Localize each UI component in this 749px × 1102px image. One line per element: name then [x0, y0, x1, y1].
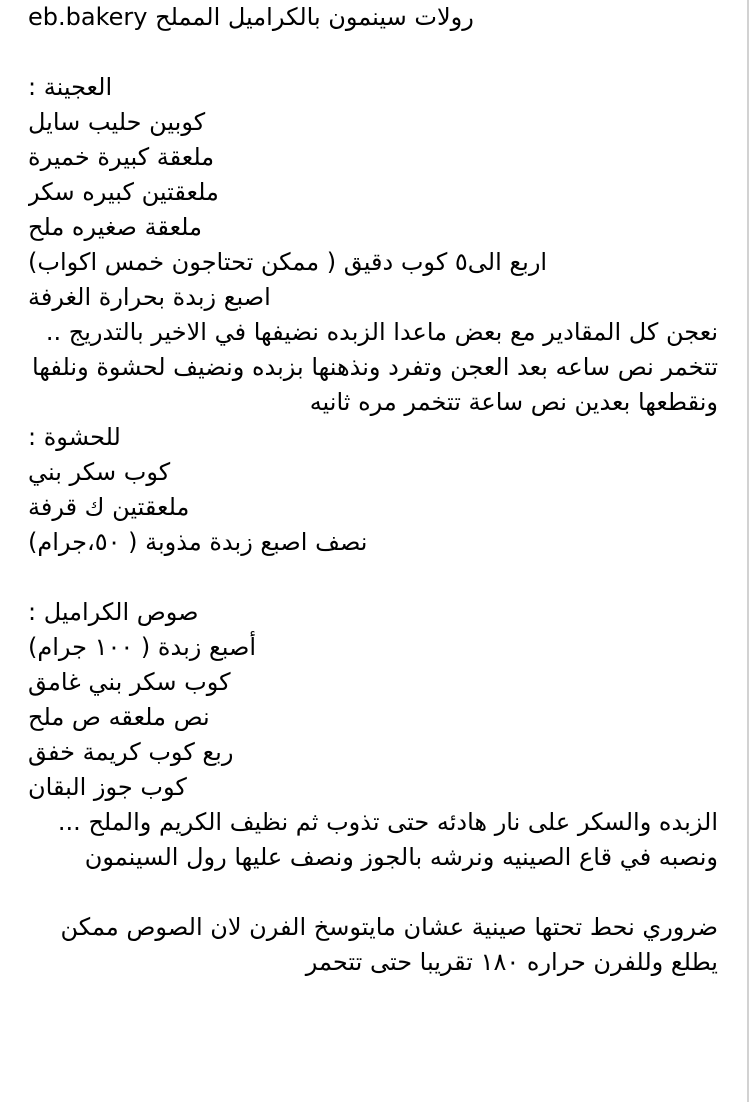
- caramel-heading: صوص الكراميل :: [28, 598, 199, 626]
- filling-item: ملعقتين ك قرفة: [28, 493, 190, 521]
- recipe-document: [28, 0, 718, 1102]
- dough-item: اصبع زبدة بحرارة الغرفة: [28, 283, 271, 311]
- caramel-item: كوب جوز البقان: [28, 773, 187, 801]
- recipe-title: رولات سينمون بالكراميل المملح eb.bakery: [28, 3, 474, 31]
- spacer: [28, 875, 718, 910]
- filling-heading: للحشوة :: [28, 423, 121, 451]
- dough-item: ملعقتين كبيره سكر: [28, 178, 219, 206]
- caramel-item: ربع كوب كريمة خفق: [28, 738, 234, 766]
- spacer: [28, 35, 718, 70]
- caramel-item: أصبع زبدة ( ١٠٠ جرام): [28, 633, 257, 661]
- dough-heading: العجينة :: [28, 73, 113, 101]
- dough-item: اربع الى٥ كوب دقيق ( ممكن تحتاجون خمس اكواب): [28, 248, 548, 276]
- dough-item: ملعقة كبيرة خميرة: [28, 143, 215, 171]
- dough-item: ملعقة صغيره ملح: [28, 213, 202, 241]
- dough-item: كوبين حليب سايل: [28, 108, 206, 136]
- spacer: [28, 560, 718, 595]
- caramel-item: نص ملعقه ص ملح: [28, 703, 210, 731]
- filling-item: نصف اصبع زبدة مذوبة ( ٥٠،جرام): [28, 528, 368, 556]
- dough-method: نعجن كل المقادير مع بعض ماعدا الزبده نضيفها في الاخير بالتدريج .. تتخمر نص ساعه بعد العجن وتفرد ونذهنها بزبده ونضيف لحشوة ونلفها ونقطعها بعدين نص ساعة تتخمر مره ثانيه: [31, 318, 718, 416]
- filling-item: كوب سكر بني: [28, 458, 171, 486]
- caramel-method: الزبده والسكر على نار هادئه حتى تذوب ثم نظيف الكريم والملح ... ونصبه في قاع الصينيه ونرشه بالجوز ونصف عليها رول السينمون: [57, 808, 718, 871]
- baking-note: ضروري نحط تحتها صينية عشان مايتوسخ الفرن لان الصوص ممكن يطلع وللفرن حراره ١٨٠ تقريبا حتى تتحمر: [60, 913, 718, 976]
- caramel-item: كوب سكر بني غامق: [28, 668, 231, 696]
